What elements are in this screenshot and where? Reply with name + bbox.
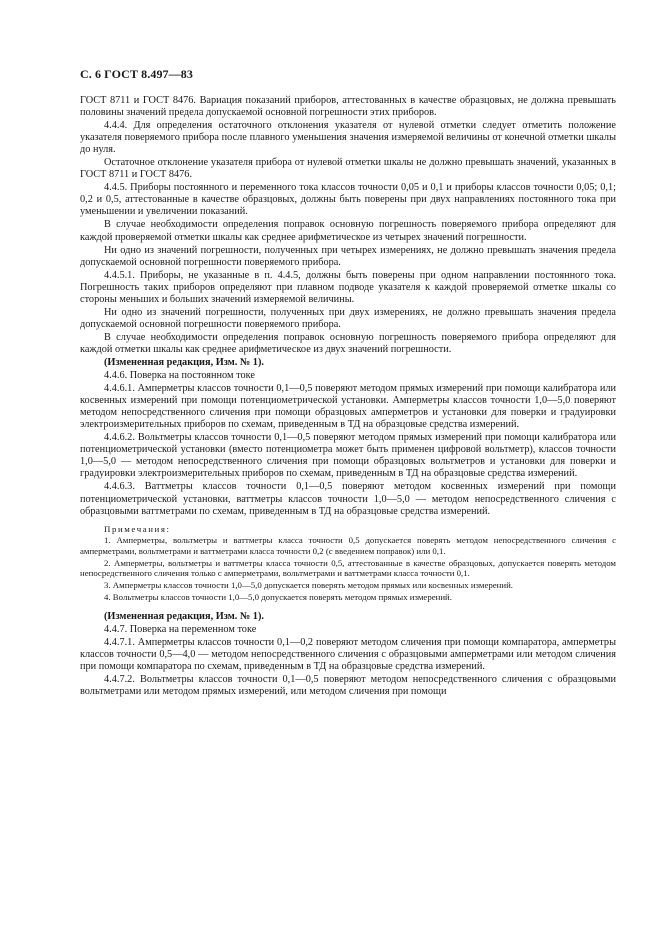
paragraph: 4.4.6.3. Ваттметры классов точности 0,1—0,5 поверяют методом косвенных измерений при помощи потенциометрической установки, ваттметры классов точности 1,0—5,0 — методом непосредственного сличения с образцовыми ваттметрами по схемам, приведенным в ТД на образцовые средства измерений.	[80, 481, 616, 517]
paragraph: Ни одно из значений погрешности, полученных при четырех измерениях, не должно превышать значения предела допускаемой основной погрешности поверяемого прибора.	[80, 244, 616, 268]
paragraph: Ни одно из значений погрешности, полученных при двух измерениях, не должно превышать значения предела допускаемой основной погрешности поверяемого прибора.	[80, 306, 616, 330]
section-heading: 4.4.7. Поверка на переменном токе	[104, 623, 257, 635]
paragraph: В случае необходимости определения поправок основную погрешность поверяемого прибора определяют для каждой отметки шкалы как среднее арифметическое из двух значений погрешности.	[80, 331, 616, 355]
paragraph: 4.4.5. Приборы постоянного и переменного тока классов точности 0,05 и 0,1 и приборы классов точности 0,05; 0,1; 0,2 и 0,5, аттестованные в качестве образцовых, должны быть поверены при двух направлениях постоянного тока при уменьшении и увеличении показаний.	[80, 182, 616, 218]
notes-block	[80, 524, 616, 603]
page-header: С. 6 ГОСТ 8.497—83	[80, 67, 193, 81]
document-body	[80, 95, 616, 699]
paragraph: 4.4.6.2. Вольтметры классов точности 0,1—0,5 поверяют методом прямых измерений при помощи калибратора или потенциометрической установки (вместо потенциометра может быть применен цифровой вольтметр), классов точности 1,0—5,0 — методом непосредственного сличения при помощи образцовых вольтметров и установки для поверки и градуировки электроизмерительных приборов по схемам, приведенным в ТД на образцовые средства измерений.	[80, 432, 616, 480]
amendment-note: (Измененная редакция, Изм. № 1).	[104, 356, 264, 368]
paragraph: 4.4.5.1. Приборы, не указанные в п. 4.4.5, должны быть поверены при одном направлении постоянного тока. Погрешность таких приборов определяют при плавном подводе указателя к каждой проверяемой отметке шкалы со стороны меньших и больших значений измеряемой величины.	[80, 269, 616, 305]
paragraph: 4.4.6.1. Амперметры классов точности 0,1—0,5 поверяют методом прямых измерений при помощи калибратора или косвенных измерений при помощи потенциометрической установки. Амперметры классов точности 1,0—5,0 поверяют методом непосредственного сличения при помощи образцовых амперметров и установки для поверки и градуировки электроизмерительных приборов по схемам, приведенным в ТД на образцовые средства измерений.	[80, 383, 616, 431]
note-item: 3. Амперметры классов точности 1,0—5,0 допускается поверять методом прямых или косвенных измерений.	[104, 580, 513, 591]
paragraphs-bottom	[80, 611, 616, 698]
amendment-note: (Измененная редакция, Изм. № 1).	[104, 610, 264, 622]
paragraph: 4.4.7.2. Вольтметры классов точности 0,1—0,5 поверяют методом непосредственного сличения с образцовыми вольтметрами или методом прямых измерений, или методом сличения при помощи	[80, 673, 616, 697]
paragraph: В случае необходимости определения поправок основную погрешность поверяемого прибора определяют для каждой проверяемой отметки шкалы как среднее арифметическое из четырех значений погрешности.	[80, 219, 616, 243]
paragraph: Остаточное отклонение указателя прибора от нулевой отметки шкалы не должно превышать значений, указанных в ГОСТ 8711 и ГОСТ 8476.	[80, 157, 616, 181]
notes-title: Примечания:	[104, 523, 171, 534]
paragraph: 4.4.4. Для определения остаточного отклонения указателя от нулевой отметки следует отметить положение указателя поверяемого прибора после плавного уменьшения значения измеряемой величины от конечной отметки шкалы до нуля.	[80, 120, 616, 156]
paragraph: 4.4.7.1. Амперметры классов точности 0,1—0,2 поверяют методом сличения при помощи компаратора, амперметры классов точности 0,5—4,0 — методом непосредственного сличения с образцовыми амперметрами или методом сличения при помощи компаратора по схемам, приведенным в ТД на образцовые средства измерений.	[80, 636, 616, 672]
paragraph: ГОСТ 8711 и ГОСТ 8476. Вариация показаний приборов, аттестованных в качестве образцовых, не должна превышать половины значений предела допускаемой основной погрешности этих приборов.	[80, 95, 616, 119]
section-heading: 4.4.6. Поверка на постоянном токе	[104, 370, 255, 382]
paragraphs-top	[80, 95, 616, 518]
note-item: 2. Амперметры, вольтметры и ваттметры класса точности 0,5, аттестованные в качестве образцовых, допускается поверять методом непосредственного сличения только с амперметрами, вольтметрами и ваттметрами класса точности 0,1.	[80, 557, 616, 579]
note-item: 1. Амперметры, вольтметры и ваттметры класса точности 0,5 допускается поверять методом непосредственного сличения с амперметрами, вольтметрами и ваттметрами класса точности 0,2 (с введением поправок) или 0,1.	[80, 535, 616, 556]
note-item: 4. Вольтметры классов точности 1,0—5,0 допускается поверять методом прямых измерений.	[104, 591, 452, 602]
